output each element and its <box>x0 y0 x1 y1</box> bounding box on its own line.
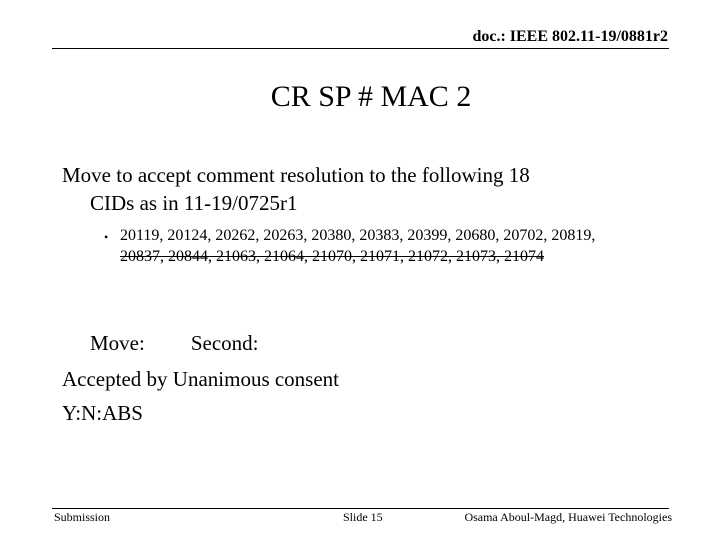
cid-list-line2: 20837, 20844, 21063, 21064, 21070, 21071, 21072, 21073, 21074 <box>120 248 544 265</box>
footer-divider <box>52 508 669 509</box>
motion-text-line2: CIDs as in 11-19/0725r1 <box>90 191 298 215</box>
vote-result: Accepted by Unanimous consent <box>62 367 340 391</box>
slide-title: CR SP # MAC 2 <box>270 80 472 113</box>
vote-tally-label: Y:N:ABS <box>62 401 143 425</box>
header-divider <box>52 48 669 49</box>
footer-author: Osama Aboul-Magd, Huawei Technologies <box>464 510 672 524</box>
footer-submission: Submission <box>54 510 111 524</box>
move-second-line <box>90 330 258 356</box>
cid-list-line1: 20119, 20124, 20262, 20263, 20380, 20383, 20399, 20680, 20702, 20819, <box>120 227 596 244</box>
motion-text-line1: Move to accept comment resolution to the following 18 <box>62 163 530 187</box>
move-label: Move: <box>90 331 145 355</box>
second-label: Second: <box>190 331 259 355</box>
footer-slide-number: Slide 15 <box>343 510 383 524</box>
bullet-icon: • <box>104 230 109 244</box>
document-id: doc.: IEEE 802.11-19/0881r2 <box>472 28 668 45</box>
